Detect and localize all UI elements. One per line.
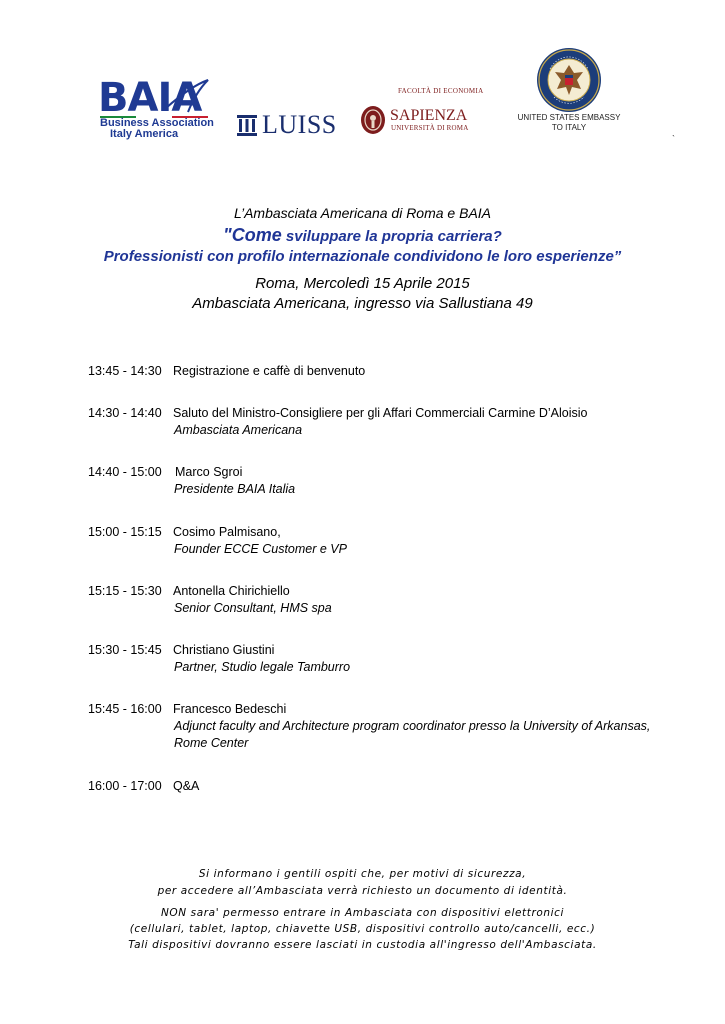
schedule-time: 13:45 - 14:30: [88, 364, 162, 378]
luiss-wordmark: LUISS: [262, 110, 337, 139]
column-icon: [236, 114, 258, 136]
security-notice-line: NON sara' permesso entrare in Ambasciata con dispositivi elettronici: [160, 907, 565, 919]
luiss-logo: [236, 110, 337, 140]
sapienza-logo: [360, 87, 484, 139]
schedule-time: 16:00 - 17:00: [88, 779, 162, 793]
schedule-subtitle: Partner, Studio legale Tamburro: [174, 660, 351, 674]
security-notice-line: Tali dispositivi dovranno essere lasciati in custodia all'ingresso dell'Ambasciata.: [128, 939, 597, 951]
embassy-caption: [500, 113, 638, 133]
event-title-open: "Come: [223, 225, 282, 245]
schedule-title: Registrazione e caffè di benvenuto: [173, 364, 366, 378]
schedule-subtitle: Adjunct faculty and Architecture program coordinator presso la University of Arkansas,: [174, 719, 651, 733]
sapienza-wordmark: SAPIENZA: [390, 107, 468, 124]
embassy-caption-line1: UNITED STATES EMBASSY: [517, 113, 621, 122]
schedule-time: 14:40 - 15:00: [88, 465, 162, 479]
event-date: Roma, Mercoledì 15 Aprile 2015: [255, 275, 470, 292]
schedule-subtitle: Presidente BAIA Italia: [174, 482, 296, 496]
schedule-subtitle-2: Rome Center: [174, 736, 249, 750]
schedule-time: 15:15 - 15:30: [88, 584, 162, 598]
schedule-title: Francesco Bedeschi: [173, 702, 287, 716]
schedule-subtitle: Ambasciata Americana: [174, 423, 303, 437]
security-notice-line: per accedere all’Ambasciata verrà richiesto un documento di identità.: [157, 885, 568, 897]
schedule-subtitle: Founder ECCE Customer e VP: [174, 542, 347, 556]
security-notice-line: (cellulari, tablet, laptop, chiavette USB, dispositivi controllo auto/cancelli, ecc.): [129, 923, 596, 935]
baia-tagline-2: Italy America: [110, 128, 179, 140]
sapienza-faculty: FACOLTÀ DI ECONOMIA: [398, 87, 484, 95]
baia-tagline-1: Business Association: [100, 117, 214, 129]
sapienza-university: UNIVERSITÀ DI ROMA: [391, 124, 469, 132]
baia-wordmark: BAIA: [98, 75, 202, 121]
stray-mark: `: [672, 134, 675, 144]
us-embassy-seal-icon: [536, 47, 602, 113]
baia-logo: [96, 75, 216, 140]
event-subtitle: Professionisti con profilo internazionale condividono le loro esperienze”: [103, 248, 622, 265]
schedule-title: Marco Sgroi: [175, 465, 243, 479]
schedule-subtitle: Senior Consultant, HMS spa: [174, 601, 332, 615]
schedule-time: 15:30 - 15:45: [88, 643, 162, 657]
schedule-time: 15:45 - 16:00: [88, 702, 162, 716]
schedule-title: Christiano Giustini: [173, 643, 275, 657]
schedule-title: Saluto del Ministro-Consigliere per gli Affari Commerciali Carmine D’Aloisio: [173, 406, 588, 420]
schedule-title: Q&A: [173, 779, 200, 793]
schedule-title: Antonella Chirichiello: [173, 584, 290, 598]
schedule-time: 15:00 - 15:15: [88, 525, 162, 539]
event-venue: Ambasciata Americana, ingresso via Sallustiana 49: [192, 295, 533, 312]
event-title-rest: sviluppare la propria carriera?: [281, 228, 502, 245]
schedule-time: 14:30 - 14:40: [88, 406, 162, 420]
event-title: [0, 225, 725, 246]
embassy-caption-line2: TO ITALY: [551, 123, 587, 132]
security-notice-line: Si informano i gentili ospiti che, per motivi di sicurezza,: [198, 868, 527, 880]
sapienza-seal-icon: [360, 105, 386, 135]
schedule-title: Cosimo Palmisano,: [173, 525, 281, 539]
host-line: L’Ambasciata Americana di Roma e BAIA: [233, 205, 492, 221]
